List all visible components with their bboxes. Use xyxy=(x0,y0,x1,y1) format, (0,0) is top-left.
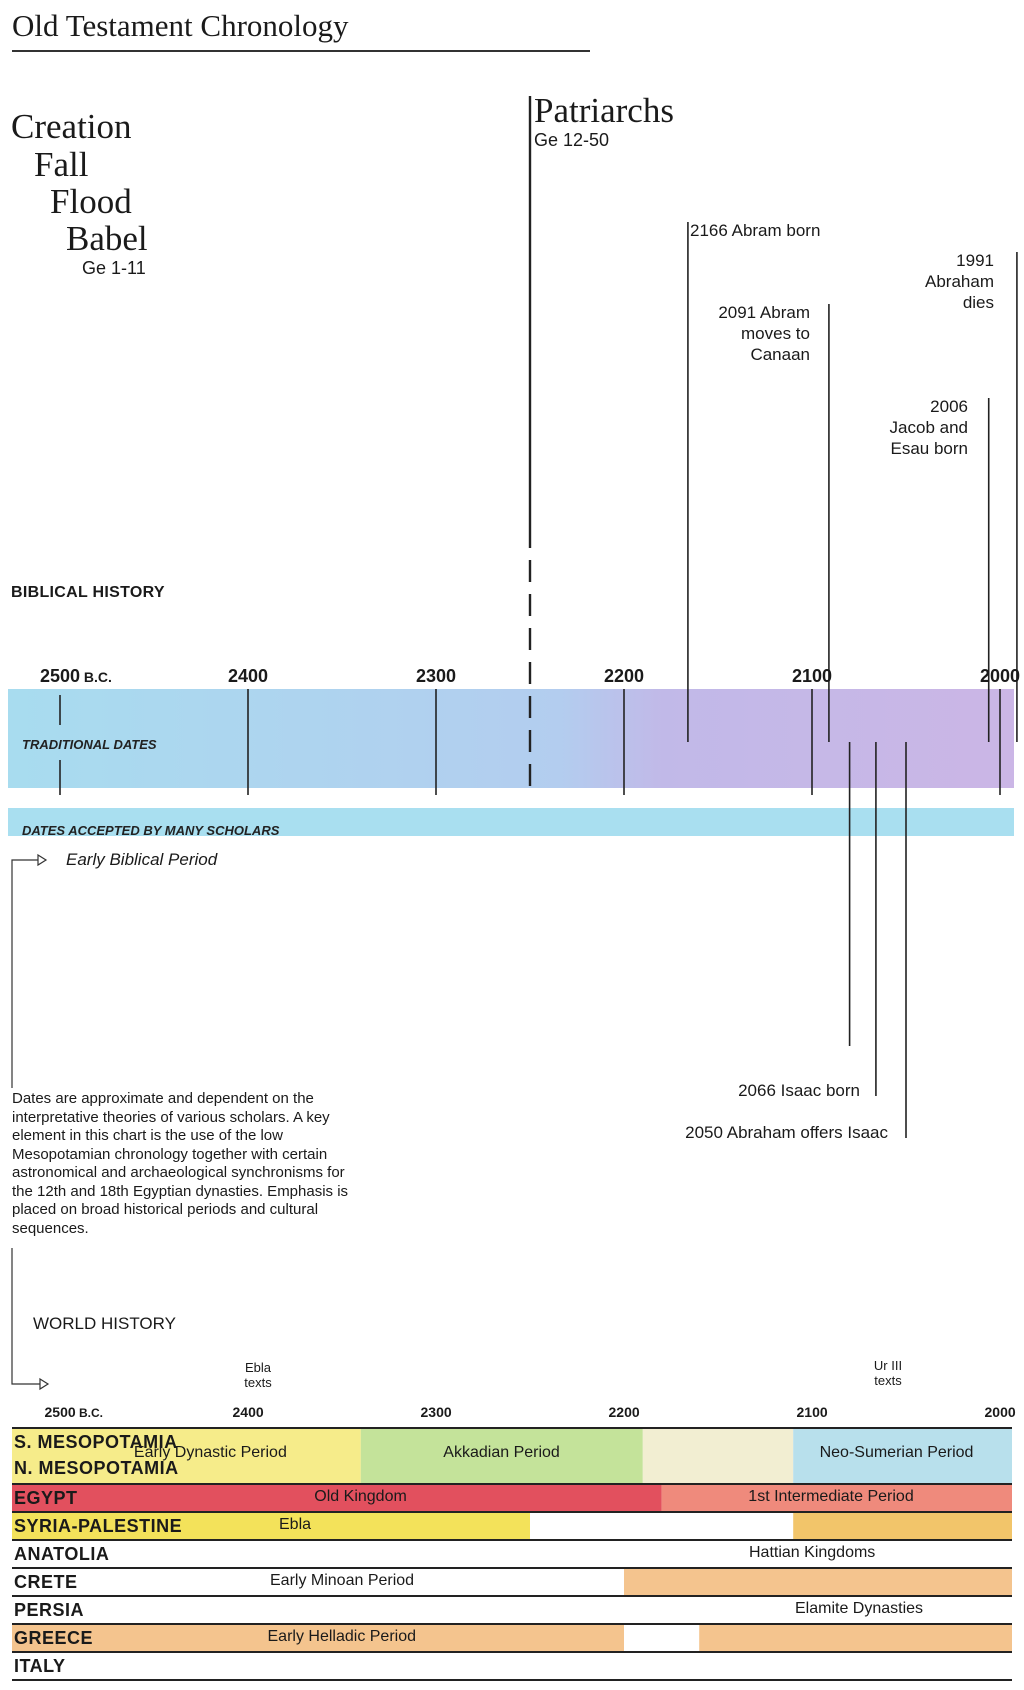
world-year-label: 2500 B.C. xyxy=(44,1404,103,1420)
region-label: CRETE xyxy=(14,1572,78,1592)
scholars-dates-label: DATES ACCEPTED BY MANY SCHOLARS xyxy=(22,823,280,838)
axis-year-label: 2500 B.C. xyxy=(40,666,112,686)
period-band xyxy=(793,1513,1012,1539)
bracket-line-top xyxy=(12,860,38,1088)
region-label: ANATOLIA xyxy=(14,1544,110,1564)
region-label: SYRIA-PALESTINE xyxy=(14,1516,183,1536)
period-label: Hattian Kingdoms xyxy=(749,1544,876,1561)
chronology-note: Dates are approximate and dependent on the interpretative theories of various scholars. A key element in this chart is the use of the low Mesopotamian chronology together with certain astronomical and archaeological synchronisms for the 12th and 18th Egyptian dynasties. Emphasis is placed on broad historical periods and cultural sequences. xyxy=(12,1090,349,1237)
era-patriarchs: Patriarchs xyxy=(534,91,674,130)
axis-year-label: 2000 xyxy=(980,666,1021,686)
axis-year-label: 2100 xyxy=(792,666,833,686)
page-title: Old Testament Chronology xyxy=(12,8,349,43)
traditional-dates-band xyxy=(8,689,1014,788)
early-ref: Ge 1-11 xyxy=(82,258,146,278)
world-year-label: 2200 xyxy=(608,1404,640,1420)
region-label: S. MESOPOTAMIA xyxy=(14,1432,178,1452)
region-label: EGYPT xyxy=(14,1488,78,1508)
region-label: ITALY xyxy=(14,1656,66,1676)
period-label: Early Helladic Period xyxy=(267,1628,417,1645)
period-label: Elamite Dynasties xyxy=(795,1600,924,1617)
period-band xyxy=(624,1569,1012,1595)
axis-year-label: 2300 xyxy=(416,666,457,686)
era-babel: Babel xyxy=(66,219,148,258)
period-label: Ebla xyxy=(279,1516,312,1533)
event-abraham-offers-isaac: 2050 Abraham offers Isaac xyxy=(685,1123,888,1142)
period-label: 1st Intermediate Period xyxy=(748,1488,914,1505)
period-label: Old Kingdom xyxy=(314,1488,407,1505)
event-abraham-dies: 1991 Abraham dies xyxy=(925,251,994,312)
era-flood: Flood xyxy=(50,182,132,221)
period-label: Early Minoan Period xyxy=(270,1572,415,1589)
axis-year-suffix: B.C. xyxy=(80,669,112,685)
period-band xyxy=(699,1625,1012,1651)
traditional-dates-label: TRADITIONAL DATES xyxy=(22,737,157,752)
world-year-label: 2100 xyxy=(796,1404,828,1420)
axis-year-label: 2200 xyxy=(604,666,645,686)
world-year-label: 2000 xyxy=(984,1404,1016,1420)
arrow-icon xyxy=(40,1379,48,1389)
world-year-suffix: B.C. xyxy=(75,1406,103,1420)
ebla-texts-note: Ebla texts xyxy=(244,1360,272,1390)
patriarchs-ref: Ge 12-50 xyxy=(534,130,610,150)
ur3-texts-note: Ur III texts xyxy=(873,1358,903,1388)
event-jacob-esau-born: 2006 Jacob and Esau born xyxy=(889,397,968,458)
period-label: Early Dynastic Period xyxy=(133,1444,287,1461)
region-label: GREECE xyxy=(14,1628,94,1648)
biblical-history-label: BIBLICAL HISTORY xyxy=(11,584,165,601)
era-creation: Creation xyxy=(11,107,132,146)
world-history-label: WORLD HISTORY xyxy=(33,1314,176,1333)
era-fall: Fall xyxy=(34,145,89,184)
region-label: N. MESOPOTAMIA xyxy=(14,1458,179,1478)
period-label: Akkadian Period xyxy=(443,1444,560,1461)
region-label: PERSIA xyxy=(14,1600,85,1620)
period-band xyxy=(643,1429,793,1483)
event-isaac-born: 2066 Isaac born xyxy=(738,1081,860,1100)
world-year-label: 2400 xyxy=(232,1404,264,1420)
world-year-label: 2300 xyxy=(420,1404,452,1420)
event-abram-born: 2166 Abram born xyxy=(690,221,821,240)
period-label: Neo-Sumerian Period xyxy=(819,1444,974,1461)
axis-year-label: 2400 xyxy=(228,666,269,686)
arrow-icon xyxy=(38,855,46,865)
event-abram-moves: 2091 Abram moves to Canaan xyxy=(718,303,810,364)
early-biblical-period-label: Early Biblical Period xyxy=(66,850,218,869)
